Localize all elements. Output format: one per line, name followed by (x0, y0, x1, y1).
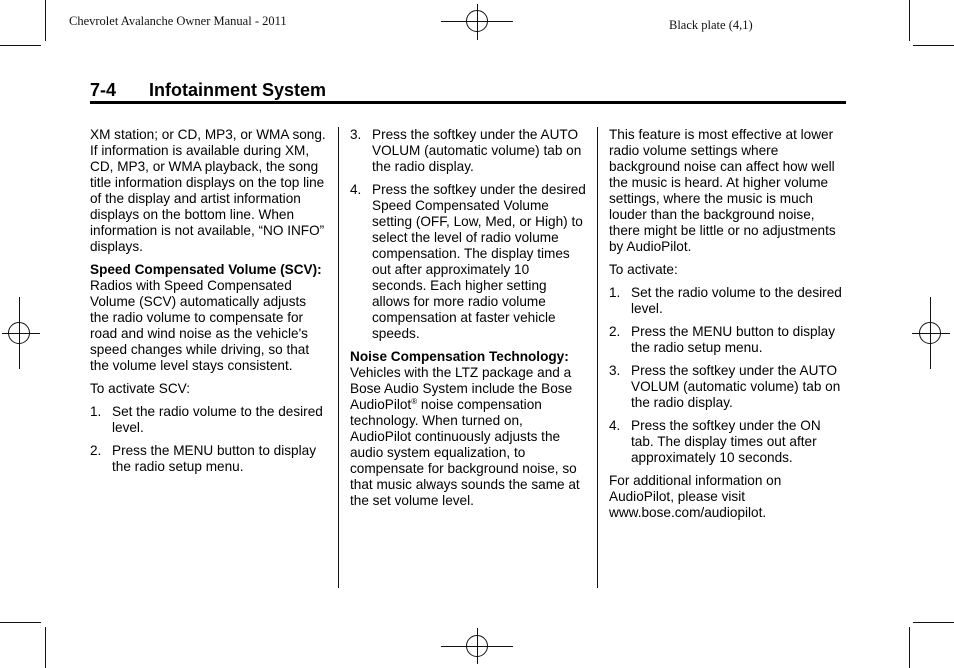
crop-mark-tl-h (0, 45, 41, 46)
list-number: 4. (350, 182, 362, 197)
activate-label: To activate: (609, 262, 678, 277)
list-number: 1. (90, 404, 102, 419)
effectiveness-paragraph: This feature is most effective at lower radio volume settings where background noise can affect how well the music is heard. At higher volume settings, where the music is much louder than the background noise, there might be little or no adjustments by AudioPilot. (609, 127, 836, 254)
crop-mark-bl-v (45, 627, 46, 668)
manual-title: Chevrolet Avalanche Owner Manual - 2011 (69, 14, 287, 28)
list-number: 4. (609, 418, 621, 433)
scv-heading: Speed Compensated Volume (SCV): (90, 262, 322, 277)
list-item (350, 182, 586, 342)
list-text: Press the MENU button to display the radio setup menu. (112, 443, 316, 474)
intro-paragraph: XM station; or CD, MP3, or WMA song. If information is available during XM, CD, MP3, or WMA playback, the song title information displays on the top line of the display and artist information displays on the bottom line. When information is not available, “NO INFO” displays. (90, 127, 326, 254)
crop-mark-tl-v (45, 0, 46, 41)
scv-body: Radios with Speed Compensated Volume (SCV) automatically adjusts the radio volume to compensate for road and wind noise as the vehicle's speed changes while driving, so that the volume level stays consistent. (90, 278, 310, 373)
crop-mark-bl-h (0, 622, 41, 623)
list-item (609, 324, 845, 356)
list-item (609, 285, 845, 317)
column-divider-2 (597, 127, 598, 588)
list-text: Set the radio volume to the desired level. (112, 404, 323, 435)
list-text: Press the softkey under the AUTO VOLUM (automatic volume) tab on the radio display. (372, 127, 582, 174)
list-item (609, 363, 845, 411)
plate-label: Black plate (4,1) (669, 18, 753, 32)
section-title: Infotainment System (149, 80, 327, 100)
list-number: 2. (609, 324, 621, 339)
additional-info-paragraph: For additional information on AudioPilot, please visit www.bose.com/audiopilot. (609, 473, 782, 520)
scv-paragraph (90, 262, 326, 374)
scv-activate-label: To activate SCV: (90, 381, 190, 396)
list-text: Press the softkey under the ON tab. The display times out after approximately 10 seconds. (631, 418, 821, 465)
list-number: 3. (350, 127, 362, 142)
crop-mark-br-h (913, 622, 954, 623)
nc-heading: Noise Compensation Technology: (350, 349, 569, 364)
nc-body-b: noise compensation technology. When turned on, AudioPilot continuously adjusts the audio system equalization, to compensate for background noise, so that music always sounds the same at the set volume level. (350, 397, 580, 508)
list-item (90, 404, 326, 436)
list-number: 1. (609, 285, 621, 300)
column-2 (350, 127, 586, 516)
column-1 (90, 127, 326, 482)
crop-mark-tr-h (913, 45, 954, 46)
list-text: Set the radio volume to the desired level. (631, 285, 842, 316)
noise-compensation-paragraph (350, 349, 586, 509)
column-divider-1 (338, 127, 339, 588)
list-number: 2. (90, 443, 102, 458)
list-text: Press the MENU button to display the radio setup menu. (631, 324, 835, 355)
crop-mark-tr-v (909, 0, 910, 41)
registered-mark: ® (411, 397, 418, 406)
title-rule (90, 101, 846, 104)
list-text: Press the softkey under the AUTO VOLUM (automatic volume) tab on the radio display. (631, 363, 841, 410)
list-item (609, 418, 845, 466)
section-number: 7-4 (90, 80, 117, 100)
list-text: Press the softkey under the desired Speed Compensated Volume setting (OFF, Low, Med, or High) to select the level of radio volume compensation. The display times out after approximately 10 seconds. Each higher setting allows for more radio volume compensation at faster vehicle speeds. (372, 182, 586, 341)
nc-body-a: Vehicles with the LTZ package and a Bose Audio System include the Bose AudioPilot (350, 365, 573, 412)
list-item (350, 127, 586, 175)
crop-mark-br-v (909, 627, 910, 668)
list-item (90, 443, 326, 475)
column-3 (609, 127, 845, 528)
list-number: 3. (609, 363, 621, 378)
